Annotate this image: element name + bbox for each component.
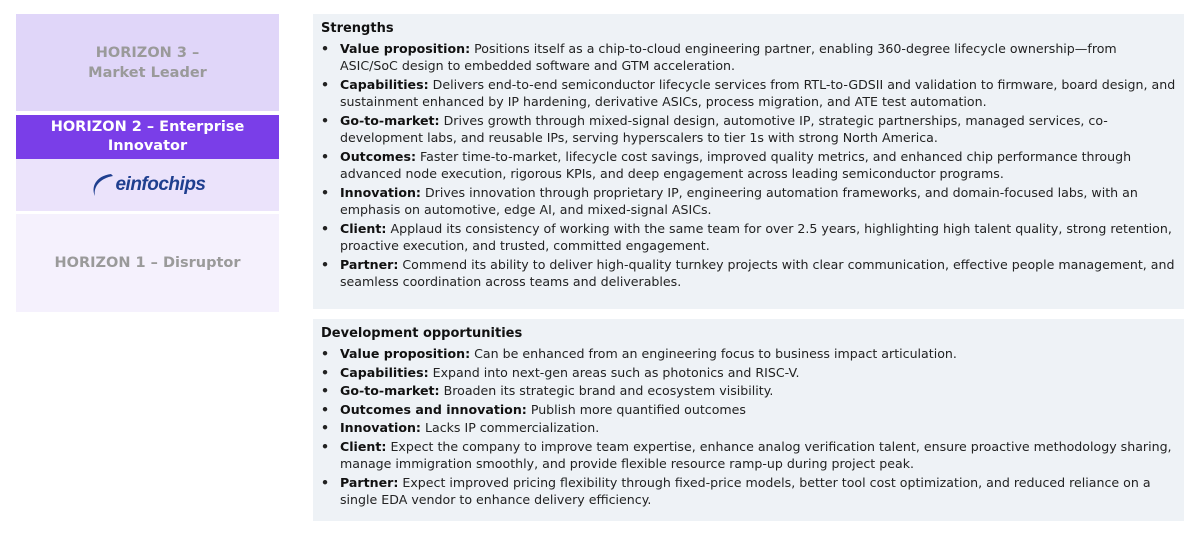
list-item: • Innovation: Drives innovation through proprietary IP, engineering automation frameworks, and domain-focused labs, with an emphasis on automotive, edge AI, and mixed-signal ASICs. — [321, 185, 1138, 218]
development-list — [321, 345, 1176, 509]
list-item: • Value proposition: Positions itself as a chip-to-cloud engineering partner, enabling 360-degree lifecycle ownership—from ASIC/SoC design to embedded software and GTM acceleration. — [321, 41, 1117, 74]
list-item: • Go-to-market: Drives growth through mixed-signal design, automotive IP, strategic partnerships, managed services, co-development labs, and reusable IPs, serving hyperscalers to tier 1s with strong North America. — [321, 113, 1108, 146]
horizon-1-label: HORIZON 1 – Disruptor — [54, 255, 241, 271]
horizon-2-line2: Innovator — [107, 138, 188, 154]
list-item: • Partner: Expect improved pricing flexibility through fixed-price models, better tool cost optimization, and reduced reliance on a single EDA vendor to enhance delivery efficiency. — [321, 474, 1151, 508]
list-item: • Capabilities: Expand into next-gen areas such as photonics and RISC-V. — [321, 364, 800, 380]
bullet-icon: • — [321, 77, 330, 92]
logo-text: einfochips — [115, 174, 206, 195]
list-item: • Value proposition: Can be enhanced from an engineering focus to business impact articulation. — [321, 346, 957, 361]
einfochips-logo — [89, 170, 205, 200]
list-item: • Go-to-market: Broaden its strategic brand and ecosystem visibility. — [321, 383, 774, 399]
bullet-icon: • — [321, 346, 330, 361]
bullet-icon: • — [321, 41, 330, 56]
bullet-icon: • — [321, 420, 330, 436]
horizon-1-box — [16, 214, 279, 312]
list-item: • Outcomes: Faster time-to-market, lifecycle cost savings, improved quality metrics, and enhanced chip performance through advanced node execution, rigorous KPIs, and deep engagement across leading semiconductor programs. — [321, 149, 1132, 182]
list-item: • Outcomes and innovation: Publish more quantified outcomes — [321, 401, 746, 417]
horizon-2-line1: HORIZON 2 – Enterprise — [50, 119, 245, 135]
development-panel — [313, 319, 1184, 521]
strengths-list — [321, 40, 1176, 291]
horizon-3-line2: Market Leader — [88, 64, 207, 81]
bullet-icon: • — [321, 401, 330, 417]
list-item: • Client: Applaud its consistency of working with the same team for over 2.5 years, highlighting high talent quality, strong retention, proactive execution, and trusted, committed engagement. — [321, 221, 1172, 254]
swoosh-icon — [89, 170, 115, 200]
strengths-title: Strengths — [321, 21, 394, 36]
list-item: • Partner: Commend its ability to deliver high-quality turnkey projects with clear communication, effective people management, and seamless coordination across teams and deliverables. — [321, 257, 1175, 290]
bullet-icon: • — [321, 383, 330, 399]
horizon-3-line1: HORIZON 3 – — [95, 44, 200, 61]
list-item: • Innovation: Lacks IP commercialization. — [321, 420, 600, 436]
horizon-2-box — [16, 115, 279, 159]
bullet-icon: • — [321, 438, 330, 454]
bullet-icon: • — [321, 364, 330, 380]
bullet-icon: • — [321, 474, 330, 490]
logo-box — [16, 159, 279, 211]
horizon-3-box — [16, 14, 279, 111]
list-item: • Capabilities: Delivers end-to-end semiconductor lifecycle services from RTL-to-GDSII and validation to firmware, board design, and sustainment enhanced by IP hardening, derivative ASICs, process migration, and ATE test automation. — [321, 77, 1176, 110]
horizon-column — [16, 14, 279, 312]
list-item: • Client: Expect the company to improve team expertise, enhance analog verification talent, ensure proactive methodology sharing, manage immigration smoothly, and provide flexible resource ramp-up during project peak. — [321, 438, 1172, 472]
strengths-panel — [313, 14, 1184, 309]
bullet-icon: • — [321, 221, 330, 236]
bullet-icon: • — [321, 113, 330, 128]
development-title: Development opportunities — [321, 326, 523, 341]
bullet-icon: • — [321, 185, 330, 200]
bullet-icon: • — [321, 149, 330, 164]
bullet-icon: • — [321, 257, 330, 272]
